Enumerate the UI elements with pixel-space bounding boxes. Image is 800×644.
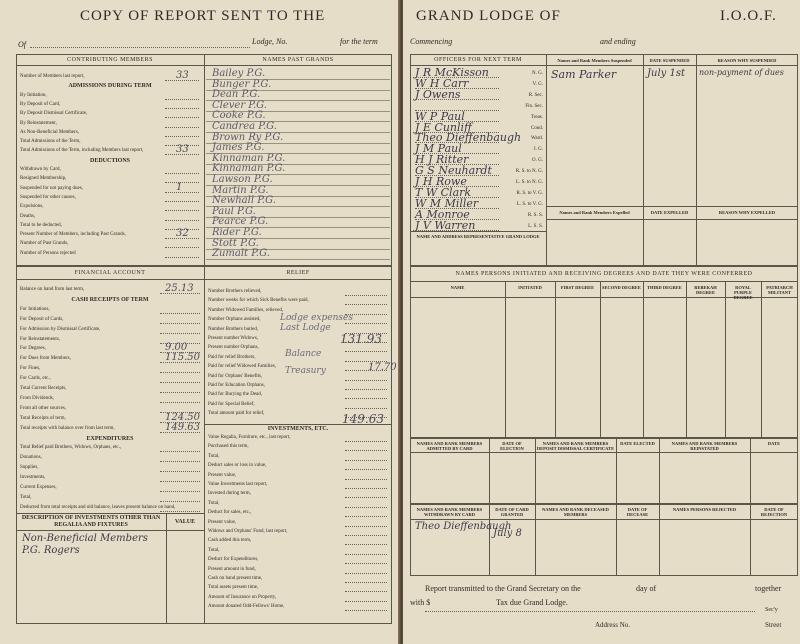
investment-line-label: Amount of Insurance on Property, — [208, 594, 277, 600]
investment-line-blank — [345, 601, 387, 602]
investment-line-label: Purchased this term, — [208, 444, 249, 450]
investment-line-label: Present amount in fund, — [208, 566, 256, 572]
withdrawn-column-header: NAMES PERSONS REJECTED — [672, 507, 737, 512]
member-line-blank — [165, 201, 199, 202]
officer-name: J M Paul — [415, 142, 462, 156]
financial-line-blank — [160, 481, 200, 482]
member-line-label: Suspended for not paying dues, — [20, 185, 83, 191]
divider — [16, 513, 204, 514]
relief-line-blank — [345, 295, 387, 296]
member-line-label: By Reinstatement, — [20, 120, 57, 126]
officer-name: J Owens — [415, 87, 461, 101]
past-grand-name: Pearce P.G. — [212, 216, 269, 228]
initiated-column-header: ROYAL PURPLE DEGREE — [733, 285, 753, 300]
investment-line-blank — [345, 450, 387, 451]
of-label: Of — [18, 40, 26, 49]
financial-line-label: Total receipts with balance over from last term, — [20, 425, 115, 431]
investment-line-blank — [345, 554, 387, 555]
investment-line-label: Widows and Orphans' Fund, last report, — [208, 529, 288, 534]
relief-note: Lodge expenses — [280, 313, 353, 323]
investment-line-label: Invested during term, — [208, 491, 251, 497]
financial-line-blank — [160, 313, 200, 314]
member-line-label: Withdrawn by Card, — [20, 167, 61, 172]
officer-name: G S Neuhardt — [415, 164, 492, 178]
withdrawn-name: Theo Dieffenbaugh — [415, 521, 512, 532]
right-title: GRAND LODGE OF — [416, 8, 561, 24]
withdrawn-column-header: DATE OF CARD GRANTED — [495, 507, 529, 517]
officer-title: N. G. — [532, 71, 543, 76]
financial-line-label: For Fines, — [20, 366, 41, 372]
divider — [546, 206, 798, 207]
officer-title: R. S. S. — [527, 212, 543, 218]
suspended-date-header: DATE SUSPENDED — [649, 58, 690, 63]
officer-title: O. G. — [532, 158, 543, 164]
initiated-column-header: INITIATED — [518, 285, 542, 290]
initiated-column-header: SECOND DEGREE — [602, 285, 641, 290]
financial-line-blank — [160, 392, 200, 393]
admitted-column-header: DATE OF ELECTION — [500, 441, 524, 451]
relief-line-blank — [345, 398, 387, 399]
officer-name: W P Paul — [415, 109, 465, 123]
financial-line-label: Balance on hand from last term, — [20, 287, 85, 292]
member-line-label: Total to be deducted, — [20, 222, 62, 228]
investment-line-blank — [345, 591, 387, 592]
relief-line-label: Paid for Education Orphans, — [208, 383, 265, 388]
officer-title: L. S. to V. G. — [516, 201, 543, 207]
officer-name: Theo Dieffenbaugh — [415, 131, 522, 145]
financial-line-blank — [160, 501, 200, 502]
member-line-label: Total Admissions of the Term, — [20, 139, 81, 145]
officer-name: T W Clark — [415, 185, 472, 199]
column-divider — [643, 281, 644, 438]
relief-line-label: Paid for Burying the Dead, — [208, 392, 263, 398]
relief-line-blank — [345, 304, 387, 305]
withdrawn-column-header: NAMES AND RANK DECEASED MEMBERS — [542, 507, 609, 517]
member-line-label: Total Admissions of the Term, including Members last report, — [20, 148, 144, 154]
ending-label: and ending — [600, 37, 636, 46]
investment-line-label: Value Investments last report, — [208, 482, 268, 487]
member-line-label: Resigned Membership, — [20, 176, 67, 182]
right-page — [403, 0, 800, 644]
divider — [16, 530, 204, 531]
admitted-column-header: DATE ELECTED — [620, 441, 655, 446]
divider — [16, 279, 392, 280]
financial-line-label: For Dues from Members, — [20, 356, 71, 362]
withdrawn-column-header: DATE OF REJECTION — [760, 507, 788, 517]
financial-line-blank — [160, 402, 200, 403]
officer-title: I. G. — [533, 147, 543, 153]
past-grand-name: Candrea P.G. — [212, 121, 277, 132]
financial-line-blank — [160, 382, 200, 383]
financial-line-label: Deducted from total receipts and old balance, leaves present balance on hand, — [20, 504, 176, 510]
divider — [204, 424, 392, 425]
investment-line-blank — [345, 582, 387, 583]
financial-line-blank — [160, 511, 200, 512]
investment-line-label: Total assets present time, — [208, 585, 259, 591]
relief-line-label: Paid for relief Brothers, — [208, 354, 256, 360]
financial-title: FINANCIAL ACCOUNT — [74, 270, 146, 276]
admitted-column-header: NAMES AND RANK MEMBERS REINSTATED — [671, 441, 738, 451]
withdrawn-column-header: NAMES AND RANK MEMBERS WITHDRAWN BY CARD — [416, 507, 483, 517]
expelled-date-header: DATE EXPELLED — [650, 210, 689, 215]
relief-line-blank — [345, 351, 387, 352]
investment-line-blank — [345, 460, 387, 461]
divider — [204, 54, 205, 266]
officer-title: R. S. to N. G. — [515, 169, 543, 175]
financial-line-blank — [160, 451, 200, 452]
past-grands-title: NAMES PAST GRANDS — [262, 57, 334, 63]
divider — [546, 219, 798, 220]
footer-together: together — [755, 584, 782, 593]
expelled-reason-header: REASON WHY EXPELLED — [718, 210, 776, 215]
divider — [546, 54, 547, 266]
footer-day: day of — [636, 584, 657, 593]
representative-label: NAME AND ADDRESS REPRESENTATIVE GRAND LODGE — [416, 234, 540, 239]
member-line-label: Number of Past Grands, — [20, 241, 69, 247]
investment-line-label: Value Regalia, Furniture, etc., last report, — [208, 435, 291, 440]
member-line-blank — [165, 99, 199, 100]
relief-amount: 17.70 — [368, 362, 397, 373]
investment-line-blank — [345, 488, 387, 489]
member-line-label: Present Number of Members, including Past Grands, — [20, 232, 126, 238]
financial-line-label: For Deposit of Cards, — [20, 316, 64, 322]
signature-line — [425, 611, 755, 612]
past-grand-name: Bailey P.G. — [212, 68, 266, 79]
officers-title: OFFICERS FOR NEXT TERM — [434, 57, 522, 63]
investment-line-blank — [345, 507, 387, 508]
member-line-blank — [165, 173, 199, 174]
column-divider — [659, 504, 660, 576]
investment-line-blank — [345, 497, 387, 498]
relief-line-blank — [345, 380, 387, 381]
initiated-column-header: FIRST DEGREE — [560, 285, 595, 290]
financial-line-blank — [160, 372, 200, 373]
officer-title: Treas. — [530, 114, 543, 120]
investment-line-blank — [345, 441, 387, 442]
row-rule — [206, 259, 390, 260]
officer-title: R. Sec. — [528, 92, 543, 98]
section-heading: CASH RECEIPTS OF TERM — [71, 296, 149, 303]
value-label: VALUE — [174, 519, 196, 525]
investment-line-blank — [345, 610, 387, 611]
financial-line-label: Total, — [20, 494, 32, 500]
past-grand-name: Newhall P.G. — [212, 195, 276, 207]
relief-line-label: Number Orphans assisted, — [208, 317, 261, 323]
member-count: 33 — [176, 70, 189, 81]
member-line-blank — [165, 108, 199, 109]
admitted-column-header: DATE — [767, 441, 781, 446]
financial-line-label: Total Relief paid Brothers, Widows, Orphans, etc., — [20, 445, 122, 451]
financial-line-label: For Initiations, — [20, 306, 50, 312]
investment-line-label: Deduct for sales, etc., — [208, 510, 252, 516]
withdrawn-column-header: DATE OF DECEASE — [626, 507, 649, 517]
admitted-column-header: NAMES AND RANK MEMBERS ADMITTED BY CARD — [416, 441, 483, 451]
initiated-column-header: THIRD DEGREE — [647, 285, 682, 290]
suspended-reason-header: REASON WHY SUSPENDED — [717, 58, 777, 63]
relief-title: RELIEF — [286, 270, 310, 276]
investment-entry: P.G. Rogers — [22, 545, 80, 556]
financial-line-label: Supplies, — [20, 465, 39, 471]
investment-line-label: Cash on hand present time, — [208, 576, 263, 581]
investment-line-blank — [345, 469, 387, 470]
lodge-no-label: Lodge, No. — [252, 37, 288, 46]
member-line-blank — [165, 127, 199, 128]
relief-line-label: Paid for Special Relief, — [208, 401, 255, 407]
financial-line-label: For Degrees, — [20, 346, 46, 352]
relief-line-blank — [345, 323, 387, 324]
officer-name: W M Miller — [415, 196, 479, 210]
investment-line-blank — [345, 516, 387, 517]
withdrawn-date: July 8 — [493, 528, 522, 539]
relief-line-label: Present number Orphans, — [208, 345, 259, 351]
past-grand-name: Lawson P.G. — [212, 174, 273, 185]
financial-line-label: For Reinstatements, — [20, 336, 60, 342]
past-grand-name: Zumalt P.G. — [212, 248, 270, 260]
divider — [16, 65, 392, 66]
member-count: 33 — [176, 144, 189, 156]
member-line-label: As Non-Beneficial Members, — [20, 129, 80, 135]
officer-title: R. S. to V. G. — [516, 190, 543, 196]
column-divider — [750, 438, 751, 504]
relief-amount: 131.93 — [340, 332, 382, 346]
investment-line-label: Total, — [208, 453, 220, 459]
divider — [204, 266, 205, 624]
investment-line-blank — [345, 573, 387, 574]
suspended-date: July 1st — [647, 68, 685, 79]
term-label: for the term — [340, 37, 378, 46]
member-line-label: Deaths, — [20, 213, 36, 219]
footer-street: Street — [765, 621, 782, 629]
column-divider — [505, 281, 506, 438]
suspended-name: Sam Parker — [551, 68, 617, 81]
divider — [410, 231, 546, 232]
contributing-title: CONTRIBUTING MEMBERS — [67, 57, 153, 63]
relief-line-label: Number Widowed Families, relieved, — [208, 307, 284, 313]
relief-line-label: Number Brothers relieved, — [208, 289, 262, 294]
officer-title: L. S. to N. G. — [516, 180, 543, 185]
investment-line-label: Cash added this term, — [208, 538, 252, 544]
investment-line-label: Present value, — [208, 472, 237, 478]
footer-transmitted: Report transmitted to the Grand Secretary on the — [425, 584, 581, 593]
investment-entry: Non-Beneficial Members — [22, 533, 148, 544]
member-line-blank — [165, 247, 199, 248]
member-line-label: By Initiation, — [20, 92, 47, 98]
financial-amount: 9.00 — [165, 342, 188, 354]
footer-with: with $ — [410, 598, 431, 607]
officer-name: J R McKisson — [415, 66, 489, 79]
relief-note: Treasury — [285, 366, 326, 376]
section-heading: EXPENDITURES — [86, 435, 134, 442]
financial-line-label: From all other sources, — [20, 405, 67, 411]
member-line-blank — [165, 117, 199, 118]
officer-title: Fin. Sec. — [525, 103, 543, 109]
member-count: 1 — [176, 181, 183, 193]
divider — [410, 452, 798, 453]
officer-name: J E Cunliff — [415, 120, 472, 134]
financial-amount: 115.50 — [165, 352, 200, 364]
financial-line-label: Investments, — [20, 475, 46, 481]
relief-line-label: Present number Widows, — [208, 336, 259, 341]
relief-note: Balance — [285, 349, 322, 359]
investment-line-blank — [345, 544, 387, 545]
divider — [546, 65, 798, 66]
member-line-blank — [165, 210, 199, 211]
investment-line-label: Total, — [208, 547, 220, 553]
footer-tax: Tax due Grand Lodge. — [496, 598, 568, 607]
member-line-label: By Deposit Dismissal Certificate, — [20, 111, 88, 117]
investment-line-label: Present value, — [208, 519, 237, 525]
financial-line-label: For Cards, etc., — [20, 376, 51, 382]
initiated-column-header: PATRIARCH MILITANT — [766, 285, 793, 295]
relief-line-label: Number weeks for which Sick Benefits were paid, — [208, 298, 309, 304]
officer-name: A Monroe — [415, 207, 470, 221]
initiated-column-header: NAME — [450, 285, 465, 290]
relief-line-label: Paid for relief Widowed Families, — [208, 364, 276, 370]
suspended-reason: non-payment of dues — [699, 68, 784, 77]
financial-line-blank — [160, 461, 200, 462]
commencing-label: Commencing — [410, 37, 453, 46]
past-grand-name: James P.G. — [212, 142, 265, 154]
left-title: COPY OF REPORT SENT TO THE — [80, 8, 326, 24]
financial-line-label: Donations, — [20, 455, 42, 461]
investments-description-title: DESCRIPTION OF INVESTMENTS OTHER THAN REGALIA AND FIXTURES — [21, 515, 161, 528]
member-line-blank — [165, 257, 199, 258]
org-title: I.O.O.F. — [720, 8, 777, 24]
past-grand-name: Stott P.G. — [212, 237, 259, 249]
suspended-names-header: Names and Rank Members Suspended — [557, 58, 632, 63]
past-grand-name: Cooke P.G. — [212, 110, 266, 122]
member-line-label: Expulsions, — [20, 204, 44, 210]
relief-line-blank — [345, 389, 387, 390]
member-line-label: Number of Persons rejected — [20, 250, 76, 256]
relief-amount: 149.63 — [342, 412, 384, 426]
past-grand-name: Dean P.G. — [212, 89, 261, 101]
relief-line-label: Paid for Orphans' Benefits, — [208, 373, 263, 379]
past-grand-name: Paul P.G. — [212, 205, 256, 217]
officer-line — [415, 99, 499, 100]
investment-line-label: Amount donated Odd-Fellows' Home, — [208, 604, 285, 610]
officer-title: Cond. — [530, 125, 543, 131]
investment-line-blank — [345, 535, 387, 536]
of-line — [30, 47, 250, 48]
footer-secy: Sec'y — [765, 607, 778, 613]
initiated-column-header: REBEKAH DEGREE — [694, 285, 717, 295]
divider — [410, 281, 798, 282]
financial-line-label: Total Receipts of term, — [20, 415, 66, 421]
section-heading: ADMISSIONS DURING TERM — [68, 83, 152, 90]
past-grand-name: Brown Ry P.G. — [212, 131, 284, 143]
officer-name: J H Rowe — [415, 175, 467, 188]
footer-address: Address No. — [595, 621, 630, 629]
past-grand-name: Bunger P.G. — [212, 78, 272, 90]
section-heading: DEDUCTIONS — [89, 157, 130, 164]
financial-amount: 25.13 — [165, 283, 194, 294]
member-count: 32 — [176, 228, 189, 240]
member-line-blank — [165, 220, 199, 221]
admitted-column-header: NAMES AND RANK MEMBERS DEPOSIT DISMISSAL CERTIFICATE — [536, 441, 615, 451]
investments-title: INVESTMENTS, ETC. — [267, 426, 329, 432]
investment-line-label: Total, — [208, 500, 220, 506]
divider — [410, 519, 798, 520]
officer-title: V. G. — [532, 81, 543, 87]
expelled-names-header: Names and Rank Members Expelled — [559, 210, 630, 215]
relief-line-label: Total amount paid for relief, — [208, 411, 265, 417]
officer-name: H J Ritter — [415, 153, 469, 167]
column-divider — [686, 281, 687, 438]
initiated-title: NAMES PERSONS INITIATED AND RECEIVING DEGREES AND DATE THEY WERE CONFERRED — [455, 271, 753, 277]
column-divider — [761, 281, 762, 438]
financial-line-blank — [160, 323, 200, 324]
financial-line-label: From Dividends, — [20, 395, 54, 401]
past-grand-name: Rider P.G. — [212, 227, 262, 238]
divider — [643, 54, 644, 266]
officer-title: Ward. — [531, 136, 543, 142]
officer-name: J V Warren — [415, 218, 476, 232]
financial-line-label: Current Expenses, — [20, 485, 57, 490]
investment-line-label: Deduct sales or loss in value, — [208, 463, 267, 469]
column-divider — [616, 438, 617, 504]
investment-line-blank — [345, 563, 387, 564]
past-grand-name: Martin P.G. — [212, 184, 269, 196]
financial-line-blank — [160, 471, 200, 472]
column-divider — [600, 281, 601, 438]
financial-amount: 124.50 — [165, 411, 200, 423]
column-divider — [555, 281, 556, 438]
financial-line-blank — [160, 491, 200, 492]
past-grand-name: Kinnaman P.G. — [212, 163, 286, 175]
officer-title: L. S. S. — [528, 223, 543, 229]
investment-line-blank — [345, 526, 387, 527]
financial-line-blank — [160, 333, 200, 334]
financial-amount: 149.63 — [165, 421, 200, 433]
member-line-label: Suspended for other causes, — [20, 194, 76, 200]
investment-line-label: Deduct for Expenditures, — [208, 557, 259, 563]
past-grand-name: Kinnaman P.G. — [212, 152, 286, 164]
relief-note: Last Lodge — [280, 323, 331, 333]
investment-line-blank — [345, 479, 387, 480]
member-line-label: By Deposit of Card, — [20, 101, 61, 107]
relief-line-blank — [345, 408, 387, 409]
column-divider — [725, 281, 726, 438]
past-grand-name: Clever P.G. — [212, 99, 267, 111]
relief-line-label: Number Brothers buried, — [208, 326, 259, 332]
financial-line-label: For Admission by Dismissal Certificate, — [20, 326, 101, 332]
divider — [696, 54, 697, 266]
member-line-blank — [165, 136, 199, 137]
member-line-label: Number of Members last report, — [20, 74, 85, 79]
financial-line-label: Total Current Receipts, — [20, 386, 67, 391]
officer-name: W H Carr — [415, 76, 469, 90]
